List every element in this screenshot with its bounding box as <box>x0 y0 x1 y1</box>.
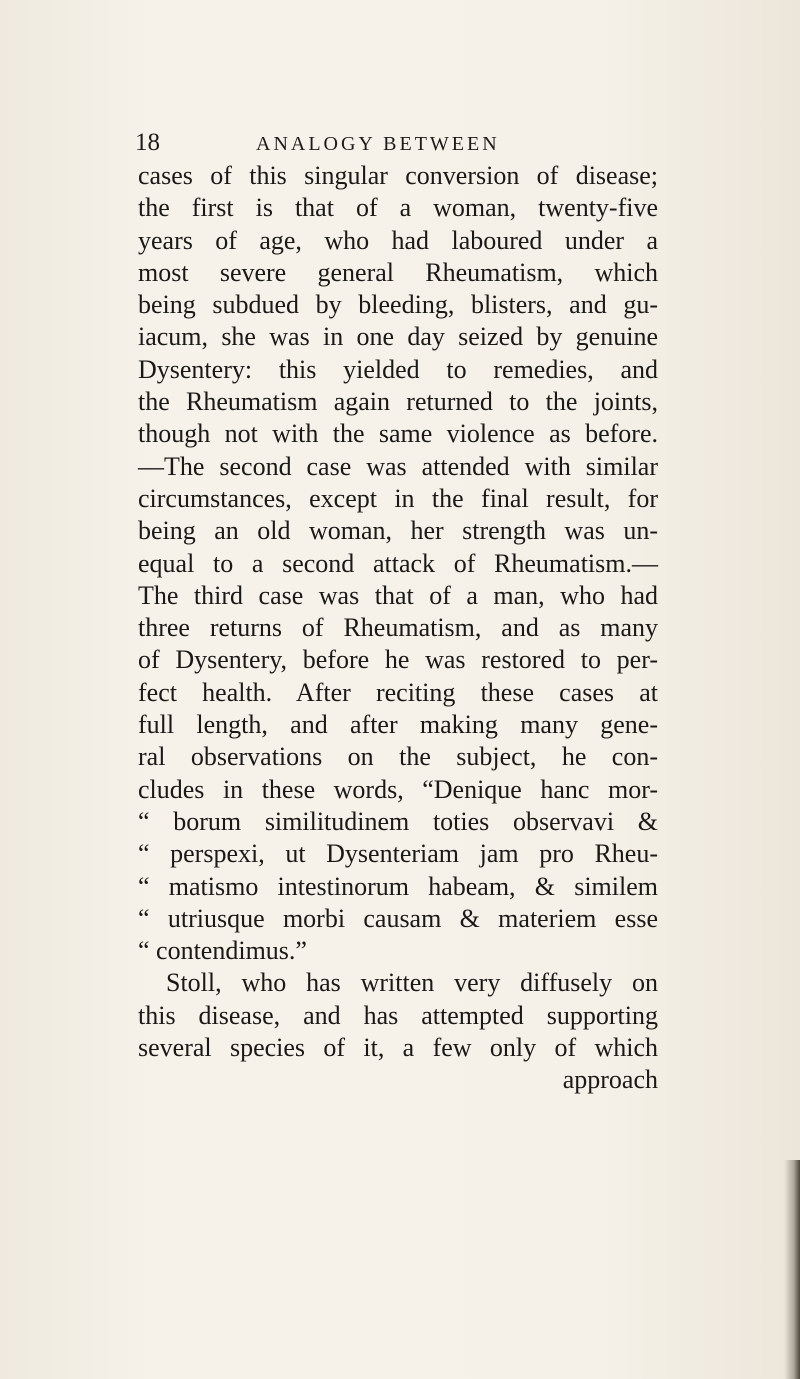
text-line: “ perspexi, ut Dysenteriam jam pro Rheu- <box>138 839 658 869</box>
running-head: ANALOGY BETWEEN <box>256 133 500 155</box>
text-line: this disease, and has attempted supporting <box>138 1000 658 1030</box>
text-line: fect health. After reciting these cases at <box>138 677 658 707</box>
text-line: Dysentery: this yielded to remedies, and <box>138 354 658 384</box>
text-line: “ contendimus.” <box>138 936 307 966</box>
text-line: “ utriusque morbi causam & materiem esse <box>138 903 658 933</box>
text-line: full length, and after making many gene- <box>138 710 658 740</box>
page-number: 18 <box>135 129 160 156</box>
text-line: equal to a second attack of Rheumatism.— <box>138 548 658 578</box>
text-line: “ matismo intestinorum habeam, & similem <box>138 871 658 901</box>
text-line: three returns of Rheumatism, and as many <box>138 613 658 643</box>
text-line: though not with the same violence as before. <box>138 419 658 449</box>
text-line: ral observations on the subject, he con- <box>138 742 658 772</box>
text-line: The third case was that of a man, who had <box>138 580 658 610</box>
text-line: —The second case was attended with similar <box>138 451 658 481</box>
text-line: being an old woman, her strength was un- <box>138 516 658 546</box>
text-line: the Rheumatism again returned to the joints, <box>138 387 658 417</box>
body-text <box>138 160 658 1097</box>
text-line: being subdued by bleeding, blisters, and gu- <box>138 290 658 320</box>
text-line: iacum, she was in one day seized by genuine <box>138 322 658 352</box>
text-line: years of age, who had laboured under a <box>138 225 658 255</box>
text-line: cludes in these words, “Denique hanc mor- <box>138 774 658 804</box>
catchword: approach <box>562 1065 658 1095</box>
page-edge-shadow <box>784 1160 800 1379</box>
text-line: of Dysentery, before he was restored to per- <box>138 645 658 675</box>
page-header <box>0 128 800 158</box>
text-line: “ borum similitudinem toties observavi & <box>138 806 658 836</box>
text-line: cases of this singular conversion of disease; <box>138 161 658 190</box>
text-line: most severe general Rheumatism, which <box>138 257 658 287</box>
text-line: Stoll, who has written very diffusely on <box>166 968 658 998</box>
text-line: circumstances, except in the final result, for <box>138 483 658 513</box>
text-line: the first is that of a woman, twenty-five <box>138 193 658 223</box>
text-line: several species of it, a few only of which <box>138 1033 658 1063</box>
